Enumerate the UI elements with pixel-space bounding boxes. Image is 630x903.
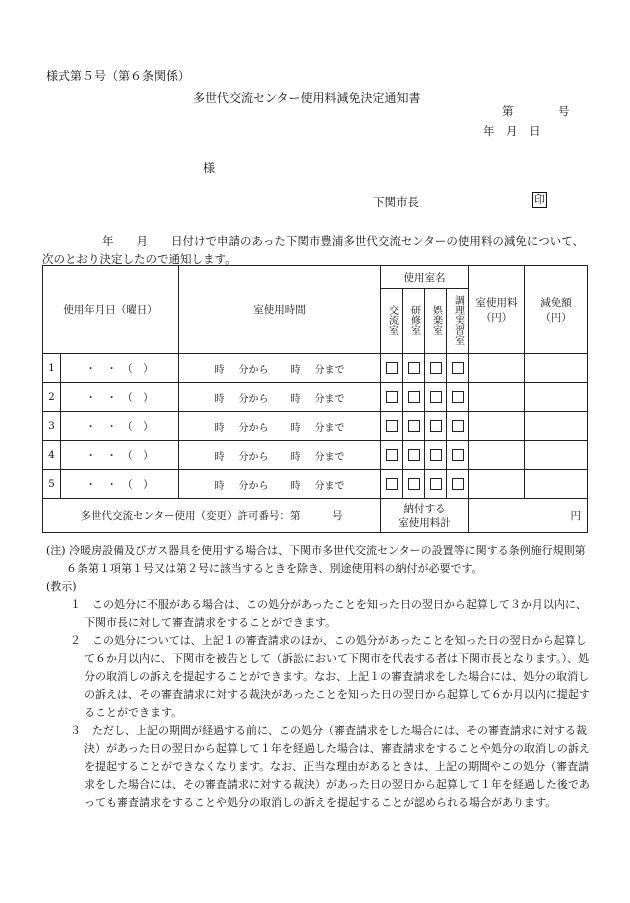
kyouji-heading: (教示) — [46, 580, 77, 593]
seal-mark: 印 — [534, 193, 545, 206]
form-number: 様式第５号（第６条関係） — [46, 69, 191, 83]
fee-field[interactable] — [469, 354, 525, 383]
table-row — [43, 354, 588, 383]
room-chori: 調理実習室 — [447, 289, 469, 354]
checkbox-chori[interactable] — [447, 412, 469, 441]
time-field[interactable]: 時 分から 時 分まで — [179, 470, 381, 499]
intro-text: 年 月 日付けで申請のあった下関市豊浦多世代交流センターの使用料の減免について、次のとおり決定したので通知します。 — [42, 234, 584, 266]
reduction-field[interactable] — [525, 470, 588, 499]
date-field[interactable]: ・ ・ （ ） — [61, 470, 179, 499]
issue-date: 年 月 日 — [483, 124, 541, 138]
checkbox-goraku[interactable] — [425, 354, 447, 383]
row-number: 5 — [43, 470, 61, 499]
checkbox-kenshu[interactable] — [403, 441, 425, 470]
header-date: 使用年月日（曜日） — [43, 266, 179, 354]
permit-number-cell[interactable]: 多世代交流センター使用（変更）許可番号：第 号 — [43, 499, 381, 533]
checkbox-chori[interactable] — [447, 383, 469, 412]
fee-field[interactable] — [469, 383, 525, 412]
total-fee-field[interactable]: 円 — [469, 499, 588, 533]
kyouji-item-1: １ この処分に不服がある場合は、この処分があったことを知った日の翌日から起算して３か月以内に、下関市長に対して審査請求をすることができます。 — [70, 598, 587, 629]
checkbox-chori[interactable] — [447, 354, 469, 383]
time-field[interactable]: 時 分から 時 分まで — [179, 412, 381, 441]
checkbox-koryu[interactable] — [381, 383, 403, 412]
row-number: 4 — [43, 441, 61, 470]
reduction-field[interactable] — [525, 383, 588, 412]
checkbox-kenshu[interactable] — [403, 470, 425, 499]
header-rooms: 使用室名 — [381, 266, 469, 289]
checkbox-goraku[interactable] — [425, 412, 447, 441]
table-row — [43, 441, 588, 470]
header-reduction: 減免額 （円） — [525, 266, 588, 354]
reduction-field[interactable] — [525, 412, 588, 441]
checkbox-kenshu[interactable] — [403, 383, 425, 412]
document-title: 多世代交流センター使用料減免決定通知書 — [193, 91, 421, 105]
kyouji-item-3: ３ ただし、上記の期間が経過する前に、この処分（審査請求をした場合には、その審査請求に対する裁決）があった日の翌日から起算して１年を経過した場合は、審査請求をすることや処分の取消しの訴えを提起することができなくなります。なお、正当な理由があるときは、上記の期間やこの処分（審査請求をした場合には、その審査請求に対する裁決）があった日の翌日から起算して１年を経過した後であっても審査請求をすることや処分の取消しの訴えを提起することが認められる場合があります。 — [70, 724, 590, 809]
header-time: 室使用時間 — [179, 266, 381, 354]
room-koryu: 交流室 — [381, 289, 403, 354]
checkbox-kenshu[interactable] — [403, 412, 425, 441]
checkbox-koryu[interactable] — [381, 470, 403, 499]
row-number: 1 — [43, 354, 61, 383]
date-field[interactable]: ・ ・ （ ） — [61, 441, 179, 470]
time-field[interactable]: 時 分から 時 分まで — [179, 354, 381, 383]
time-field[interactable]: 時 分から 時 分まで — [179, 441, 381, 470]
total-label: 納付する 室使用料計 — [381, 499, 469, 533]
issuer-name: 下関市長 — [373, 195, 419, 209]
time-field[interactable]: 時 分から 時 分まで — [179, 383, 381, 412]
fee-field[interactable] — [469, 470, 525, 499]
date-field[interactable]: ・ ・ （ ） — [61, 412, 179, 441]
table-row — [43, 383, 588, 412]
checkbox-kenshu[interactable] — [403, 354, 425, 383]
checkbox-chori[interactable] — [447, 441, 469, 470]
checkbox-goraku[interactable] — [425, 441, 447, 470]
number-prefix: 第 — [502, 104, 514, 118]
checkbox-chori[interactable] — [447, 470, 469, 499]
checkbox-goraku[interactable] — [425, 383, 447, 412]
reduction-field[interactable] — [525, 441, 588, 470]
checkbox-koryu[interactable] — [381, 412, 403, 441]
table-row — [43, 470, 588, 499]
checkbox-goraku[interactable] — [425, 470, 447, 499]
fee-field[interactable] — [469, 441, 525, 470]
number-suffix: 号 — [558, 104, 570, 118]
fee-field[interactable] — [469, 412, 525, 441]
header-fee: 室使用料 （円） — [469, 266, 525, 354]
room-kenshu: 研修室 — [403, 289, 425, 354]
date-field[interactable]: ・ ・ （ ） — [61, 354, 179, 383]
row-number: 2 — [43, 383, 61, 412]
room-goraku: 娯楽室 — [425, 289, 447, 354]
checkbox-koryu[interactable] — [381, 354, 403, 383]
notes-section — [46, 542, 596, 812]
reduction-field[interactable] — [525, 354, 588, 383]
usage-table — [42, 265, 588, 533]
recipient-honorific: 様 — [203, 161, 216, 175]
checkbox-koryu[interactable] — [381, 441, 403, 470]
row-number: 3 — [43, 412, 61, 441]
date-field[interactable]: ・ ・ （ ） — [61, 383, 179, 412]
table-row — [43, 412, 588, 441]
note-text: (注) 冷暖房設備及びガス器具を使用する場合は、下関市多世代交流センターの設置等に関する条例施行規則第６条第１項第１号又は第２号に該当するときを除き、別途使用料の納付が必要です。 — [46, 544, 586, 575]
kyouji-item-2: ２ この処分については、上記１の審査請求のほか、この処分があったことを知った日の翌日から起算して６か月以内に、下関市を被告として（訴訟において下関市を代表する者は下関市長となります。）、処分の取消しの訴えを提起することができます。なお、上記１の審査請求をした場合には、処分の取消しの訴えは、その審査請求に対する裁決があったことを知った日の翌日から起算して６か月以内に提起することができます。 — [70, 634, 590, 719]
